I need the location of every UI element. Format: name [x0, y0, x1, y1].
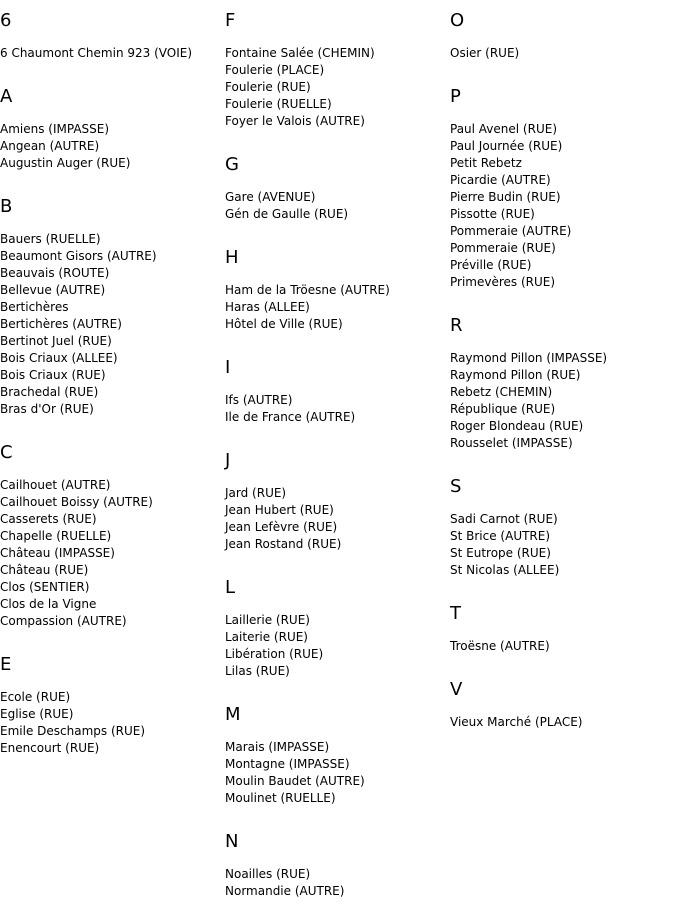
letter-heading: E: [0, 654, 12, 675]
street-list: [450, 121, 675, 291]
street-link[interactable]: Casserets (RUE): [0, 512, 97, 526]
street-link[interactable]: Gén de Gaulle (RUE): [225, 207, 349, 221]
letter-heading: B: [0, 196, 13, 217]
letter-group: [0, 442, 225, 630]
street-link[interactable]: Hôtel de Ville (RUE): [225, 317, 343, 331]
letter-heading: O: [450, 10, 465, 31]
street-link[interactable]: St Brice (AUTRE): [450, 529, 551, 543]
letter-heading: G: [225, 154, 239, 175]
street-link[interactable]: Jean Hubert (RUE): [225, 503, 334, 517]
street-link[interactable]: Bertinot Juel (RUE): [0, 334, 112, 348]
street-link[interactable]: Troësne (AUTRE): [450, 639, 550, 653]
letter-heading: C: [0, 442, 13, 463]
street-link[interactable]: Foulerie (RUELLE): [225, 97, 332, 111]
street-list: [450, 350, 675, 452]
street-list: [225, 612, 450, 680]
street-link[interactable]: Compassion (AUTRE): [0, 614, 127, 628]
street-list: [225, 282, 450, 333]
street-link[interactable]: Jean Lefèvre (RUE): [225, 520, 338, 534]
street-link[interactable]: Pierre Budin (RUE): [450, 190, 561, 204]
street-link[interactable]: Chapelle (RUELLE): [0, 529, 112, 543]
letter-group: [225, 450, 450, 553]
letter-heading: F: [225, 10, 236, 31]
street-link[interactable]: Beauvais (ROUTE): [0, 266, 110, 280]
street-link[interactable]: Vieux Marché (PLACE): [450, 715, 583, 729]
street-link[interactable]: Pommeraie (RUE): [450, 241, 556, 255]
street-link[interactable]: Amiens (IMPASSE): [0, 122, 110, 136]
street-link[interactable]: Emile Deschamps (RUE): [0, 724, 146, 738]
street-link[interactable]: Cailhouet (AUTRE): [0, 478, 111, 492]
letter-heading: P: [450, 86, 461, 107]
street-link[interactable]: Gare (AVENUE): [225, 190, 316, 204]
street-list: [0, 689, 225, 757]
street-link[interactable]: Pommeraie (AUTRE): [450, 224, 572, 238]
street-link[interactable]: Raymond Pillon (RUE): [450, 368, 581, 382]
street-link[interactable]: Fontaine Salée (CHEMIN): [225, 46, 375, 60]
street-link[interactable]: Jean Rostand (RUE): [225, 537, 342, 551]
street-link[interactable]: Bellevue (AUTRE): [0, 283, 106, 297]
street-link[interactable]: Cailhouet Boissy (AUTRE): [0, 495, 153, 509]
street-link[interactable]: Roger Blondeau (RUE): [450, 419, 584, 433]
street-index-column-3: [450, 10, 675, 755]
letter-group: [450, 10, 675, 62]
letter-heading: T: [450, 603, 461, 624]
street-list: [450, 45, 675, 62]
street-link[interactable]: Marais (IMPASSE): [225, 740, 330, 754]
street-list: [225, 189, 450, 223]
street-link[interactable]: Bois Criaux (RUE): [0, 368, 106, 382]
street-link[interactable]: Osier (RUE): [450, 46, 520, 60]
street-link[interactable]: Bertichères (AUTRE): [0, 317, 122, 331]
letter-group: [225, 10, 450, 130]
street-list: [0, 45, 225, 62]
letter-group: [450, 476, 675, 579]
street-link[interactable]: Normandie (AUTRE): [225, 884, 345, 898]
street-list: [450, 714, 675, 731]
street-list: [0, 121, 225, 172]
street-link[interactable]: Ifs (AUTRE): [225, 393, 293, 407]
street-list: [0, 477, 225, 630]
street-list: [225, 45, 450, 130]
letter-group: [225, 247, 450, 333]
letter-group: [0, 196, 225, 418]
street-link[interactable]: Foyer le Valois (AUTRE): [225, 114, 365, 128]
street-link[interactable]: Pissotte (RUE): [450, 207, 535, 221]
street-link[interactable]: Laillerie (RUE): [225, 613, 310, 627]
letter-heading: S: [450, 476, 462, 497]
street-list: [225, 739, 450, 807]
street-link[interactable]: Brachedal (RUE): [0, 385, 99, 399]
letter-heading: 6: [0, 10, 12, 31]
letter-group: [225, 577, 450, 680]
street-link[interactable]: Bertichères: [0, 300, 69, 314]
street-link[interactable]: Rousselet (IMPASSE): [450, 436, 573, 450]
letter-group: [225, 357, 450, 426]
street-link[interactable]: Lilas (RUE): [225, 664, 290, 678]
street-list: [225, 392, 450, 426]
street-link[interactable]: Rebetz (CHEMIN): [450, 385, 553, 399]
street-link[interactable]: Haras (ALLEE): [225, 300, 310, 314]
street-link[interactable]: Picardie (AUTRE): [450, 173, 551, 187]
street-link[interactable]: Paul Avenel (RUE): [450, 122, 557, 136]
street-link[interactable]: Château (RUE): [0, 563, 89, 577]
letter-group: [450, 86, 675, 291]
street-link[interactable]: Noailles (RUE): [225, 867, 311, 881]
letter-group: [225, 154, 450, 223]
street-link[interactable]: Ham de la Tröesne (AUTRE): [225, 283, 390, 297]
street-link[interactable]: République (RUE): [450, 402, 556, 416]
letter-heading: H: [225, 247, 239, 268]
street-link[interactable]: Raymond Pillon (IMPASSE): [450, 351, 608, 365]
letter-group: [450, 315, 675, 452]
street-link[interactable]: Paul Journée (RUE): [450, 139, 563, 153]
letter-heading: V: [450, 679, 463, 700]
street-link[interactable]: Clos de la Vigne: [0, 597, 97, 611]
letter-group: [225, 704, 450, 807]
letter-group: [0, 10, 225, 62]
street-list: [225, 485, 450, 553]
street-list: [0, 231, 225, 418]
street-link[interactable]: Bois Criaux (ALLEE): [0, 351, 118, 365]
street-link[interactable]: Clos (SENTIER): [0, 580, 90, 594]
letter-group: [225, 831, 450, 900]
street-list: [450, 638, 675, 655]
street-link[interactable]: Eglise (RUE): [0, 707, 74, 721]
street-link[interactable]: Beaumont Gisors (AUTRE): [0, 249, 157, 263]
letter-heading: R: [450, 315, 463, 336]
street-link[interactable]: Petit Rebetz: [450, 156, 522, 170]
street-link[interactable]: St Nicolas (ALLEE): [450, 563, 560, 577]
letter-group: [0, 654, 225, 757]
street-link[interactable]: Château (IMPASSE): [0, 546, 115, 560]
street-link[interactable]: Libération (RUE): [225, 647, 324, 661]
street-link[interactable]: Ile de France (AUTRE): [225, 410, 356, 424]
street-link[interactable]: St Eutrope (RUE): [450, 546, 551, 560]
street-link[interactable]: Moulinet (RUELLE): [225, 791, 336, 805]
street-link[interactable]: Laiterie (RUE): [225, 630, 308, 644]
street-index-column-2: [225, 10, 450, 924]
street-link[interactable]: Moulin Baudet (AUTRE): [225, 774, 365, 788]
street-link[interactable]: 6 Chaumont Chemin 923 (VOIE): [0, 46, 193, 60]
letter-heading: J: [225, 450, 231, 471]
street-link[interactable]: Montagne (IMPASSE): [225, 757, 350, 771]
letter-group: [0, 86, 225, 172]
letter-heading: I: [225, 357, 231, 378]
letter-heading: M: [225, 704, 241, 725]
letter-heading: N: [225, 831, 239, 852]
street-list: [450, 511, 675, 579]
street-link[interactable]: Bras d'Or (RUE): [0, 402, 94, 416]
street-link[interactable]: Angean (AUTRE): [0, 139, 100, 153]
letter-heading: A: [0, 86, 13, 107]
street-link[interactable]: Jard (RUE): [225, 486, 287, 500]
letter-heading: L: [225, 577, 236, 598]
street-index-column-1: [0, 10, 225, 781]
street-link[interactable]: Enencourt (RUE): [0, 741, 100, 755]
street-link[interactable]: Foulerie (PLACE): [225, 63, 325, 77]
letter-group: [450, 603, 675, 655]
street-link[interactable]: Foulerie (RUE): [225, 80, 311, 94]
street-link[interactable]: Bauers (RUELLE): [0, 232, 101, 246]
street-link[interactable]: Primevères (RUE): [450, 275, 556, 289]
street-link[interactable]: Augustin Auger (RUE): [0, 156, 131, 170]
street-link[interactable]: Sadi Carnot (RUE): [450, 512, 558, 526]
street-list: [225, 866, 450, 900]
street-link[interactable]: Préville (RUE): [450, 258, 532, 272]
street-link[interactable]: Ecole (RUE): [0, 690, 71, 704]
letter-group: [450, 679, 675, 731]
